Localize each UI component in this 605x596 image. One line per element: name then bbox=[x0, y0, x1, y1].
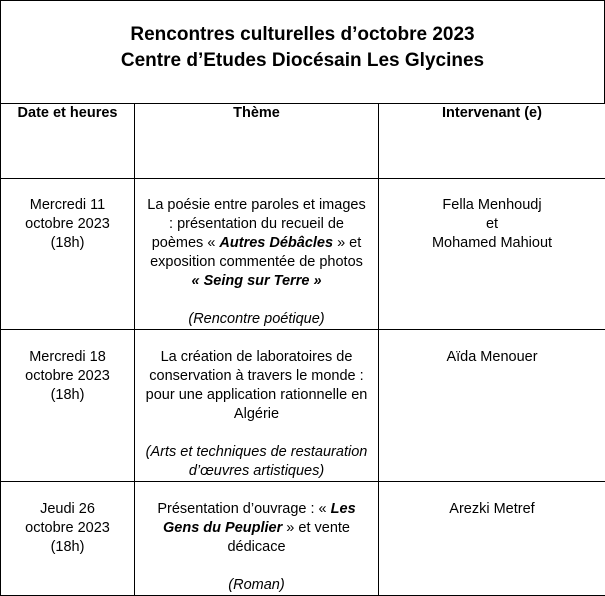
theme-cell bbox=[135, 179, 379, 330]
date-cell bbox=[1, 482, 135, 596]
speaker-name: Fella Menhoudj bbox=[385, 196, 599, 215]
date-day: Jeudi 26 bbox=[7, 500, 128, 519]
date-month: octobre 2023 bbox=[7, 215, 128, 234]
events-table bbox=[0, 103, 605, 596]
date-day: Mercredi 11 bbox=[7, 196, 128, 215]
theme-category: (Roman) bbox=[143, 576, 370, 595]
date-time: (18h) bbox=[7, 234, 128, 253]
book-title: Autres Débâcles bbox=[219, 235, 333, 251]
table-row bbox=[1, 330, 605, 482]
theme-category: (Arts et techniques de restauration d’œuvres artistiques) bbox=[143, 443, 370, 481]
theme-text-part: La poésie entre paroles et images : présentation du recueil de poèmes « bbox=[147, 197, 365, 251]
date-cell bbox=[1, 330, 135, 482]
speaker-name: Arezki Metref bbox=[385, 500, 599, 519]
book-title: Les Gens du Peuplier bbox=[163, 501, 356, 536]
column-header-date: Date et heures bbox=[1, 104, 135, 179]
theme-text-part: » et exposition commentée de photos bbox=[150, 235, 363, 270]
theme-text: La création de laboratoires de conservation à travers le monde : pour une application rationnelle en Algérie bbox=[143, 348, 370, 424]
theme-category: (Rencontre poétique) bbox=[147, 310, 366, 329]
column-header-speaker: Intervenant (e) bbox=[379, 104, 605, 179]
table-header-row bbox=[1, 104, 605, 179]
theme-text bbox=[147, 196, 366, 291]
table-row bbox=[1, 179, 605, 330]
date-cell bbox=[1, 179, 135, 330]
date-time: (18h) bbox=[7, 538, 128, 557]
speaker-cell bbox=[379, 179, 605, 330]
exhibition-title: « Seing sur Terre bbox=[191, 273, 309, 289]
theme-text-part: Présentation d’ouvrage : « bbox=[157, 501, 330, 517]
speaker-cell bbox=[379, 330, 605, 482]
date-time: (18h) bbox=[7, 386, 128, 405]
speaker-name: Mohamed Mahiout bbox=[385, 234, 599, 253]
speaker-cell bbox=[379, 482, 605, 596]
page-subtitle: Centre d’Etudes Diocésain Les Glycines bbox=[0, 48, 605, 74]
speaker-name: Aïda Menouer bbox=[385, 348, 599, 367]
theme-cell bbox=[135, 330, 379, 482]
theme-text bbox=[143, 500, 370, 557]
date-month: octobre 2023 bbox=[7, 519, 128, 538]
theme-text-part: » bbox=[309, 273, 321, 289]
date-month: octobre 2023 bbox=[7, 367, 128, 386]
theme-cell bbox=[135, 482, 379, 596]
theme-text-part: » et vente dédicace bbox=[227, 520, 350, 555]
date-day: Mercredi 18 bbox=[7, 348, 128, 367]
column-header-theme: Thème bbox=[135, 104, 379, 179]
table-row bbox=[1, 482, 605, 596]
page-title: Rencontres culturelles d’octobre 2023 bbox=[0, 22, 605, 48]
speaker-and: et bbox=[385, 215, 599, 234]
